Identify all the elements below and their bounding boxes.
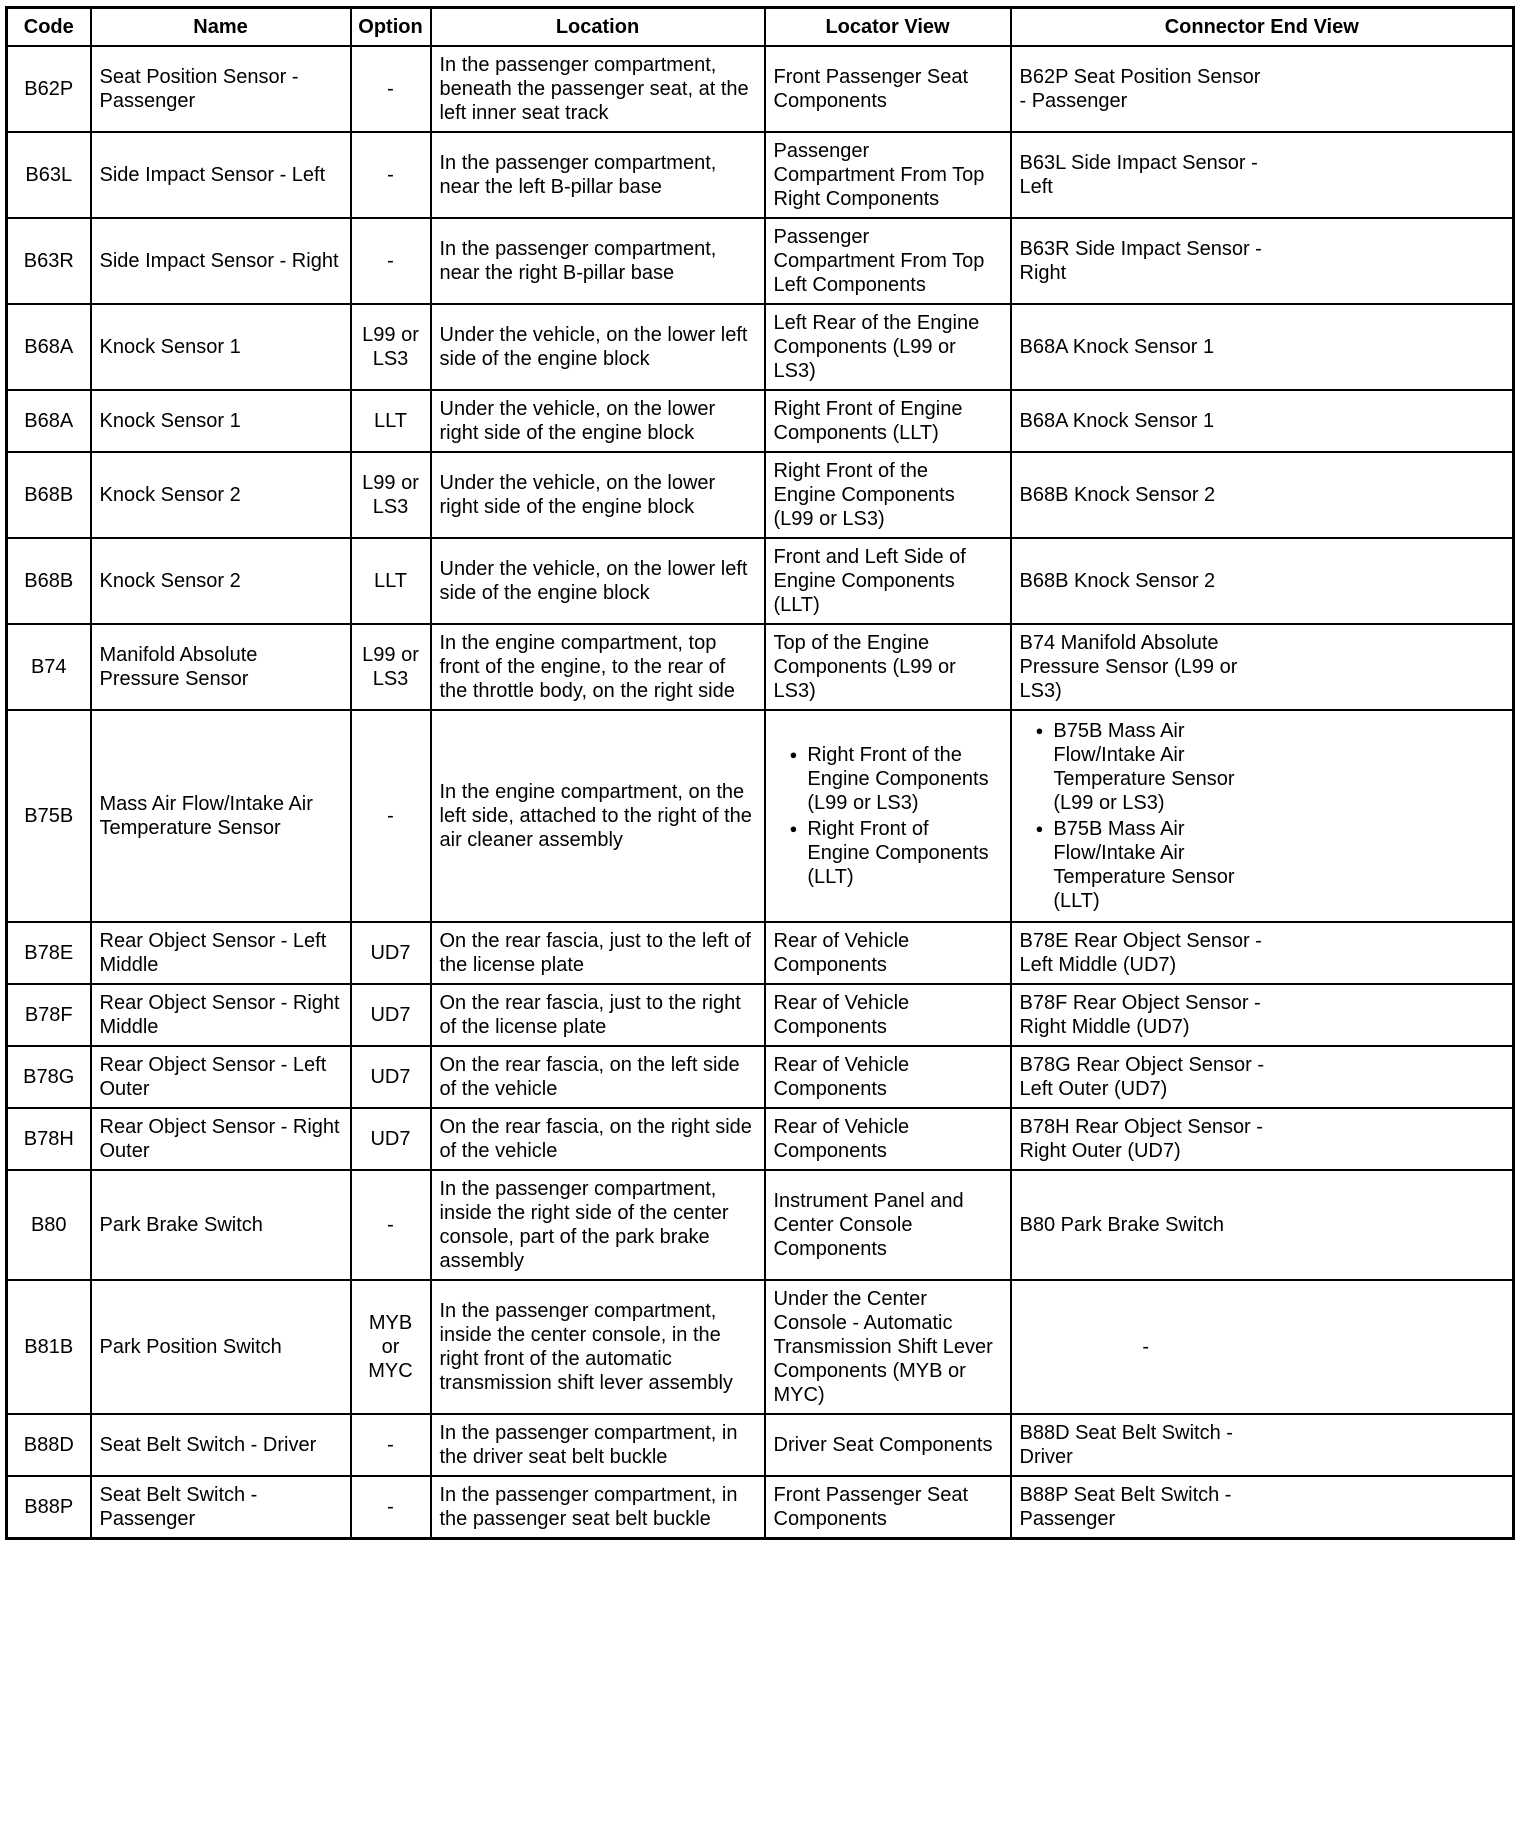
- cell-locator-view: Front and Left Side of Engine Components (LLT): [765, 538, 1011, 624]
- cell-option: -: [351, 218, 431, 304]
- cell-code: B78F: [7, 984, 91, 1046]
- table-row: [7, 984, 1514, 1046]
- bullet-icon: ●: [1035, 821, 1044, 836]
- cell-location: Under the vehicle, on the lower right side of the engine block: [431, 452, 765, 538]
- table-header: [7, 8, 1514, 47]
- cell-name: Knock Sensor 2: [91, 452, 351, 538]
- table-row: [7, 710, 1514, 922]
- cell-connector-end-view: B63R Side Impact Sensor - Right: [1011, 218, 1514, 304]
- bullet-icon: ●: [789, 821, 798, 836]
- cell-locator-view: Right Front of the Engine Components (L99 or LS3): [765, 452, 1011, 538]
- cell-connector-end-view: B68B Knock Sensor 2: [1011, 452, 1514, 538]
- table-row: [7, 1046, 1514, 1108]
- cell-code: B88D: [7, 1414, 91, 1476]
- cell-locator-view: Right Front of Engine Components (LLT): [765, 390, 1011, 452]
- table-row: [7, 1280, 1514, 1414]
- cell-name: Side Impact Sensor - Left: [91, 132, 351, 218]
- cell-option: LLT: [351, 390, 431, 452]
- table-row: [7, 922, 1514, 984]
- cell-code: B63L: [7, 132, 91, 218]
- cell-option: L99 or LS3: [351, 452, 431, 538]
- cell-locator-view: Driver Seat Components: [765, 1414, 1011, 1476]
- cell-connector-end-view: B68A Knock Sensor 1: [1011, 390, 1514, 452]
- cell-locator-view: Rear of Vehicle Components: [765, 1046, 1011, 1108]
- cell-code: B62P: [7, 46, 91, 132]
- cell-code: B68B: [7, 452, 91, 538]
- cell-code: B68A: [7, 390, 91, 452]
- cell-name: Seat Position Sensor - Passenger: [91, 46, 351, 132]
- cell-name: Knock Sensor 2: [91, 538, 351, 624]
- cell-name: Manifold Absolute Pressure Sensor: [91, 624, 351, 710]
- bullet-text: B75B Mass Air Flow/Intake Air Temperature Sensor (LLT): [1053, 818, 1235, 912]
- cell-code: B78G: [7, 1046, 91, 1108]
- cell-connector-end-view: B63L Side Impact Sensor - Left: [1011, 132, 1514, 218]
- cell-option: L99 or LS3: [351, 304, 431, 390]
- col-header-connector-end-view: Connector End View: [1011, 8, 1514, 47]
- cell-option: MYB or MYC: [351, 1280, 431, 1414]
- cell-code: B75B: [7, 710, 91, 922]
- col-header-option: Option: [351, 8, 431, 47]
- cell-option: L99 or LS3: [351, 624, 431, 710]
- cell-option: -: [351, 1476, 431, 1539]
- cell-connector-end-view: B88P Seat Belt Switch - Passenger: [1011, 1476, 1514, 1539]
- connector-locations-table: [5, 6, 1515, 1540]
- cell-option: LLT: [351, 538, 431, 624]
- bullet-list-item: [774, 743, 996, 815]
- cell-name: Rear Object Sensor - Right Outer: [91, 1108, 351, 1170]
- table-row: [7, 1414, 1514, 1476]
- bullet-text: B75B Mass Air Flow/Intake Air Temperature Sensor (L99 or LS3): [1053, 720, 1235, 814]
- cell-locator-view: Left Rear of the Engine Components (L99 or LS3): [765, 304, 1011, 390]
- cell-location: In the engine compartment, on the left side, attached to the right of the air cleaner assembly: [431, 710, 765, 922]
- bullet-icon: ●: [1035, 723, 1044, 738]
- cell-option: -: [351, 1414, 431, 1476]
- cell-option: UD7: [351, 1046, 431, 1108]
- col-header-location: Location: [431, 8, 765, 47]
- cell-locator-view: Rear of Vehicle Components: [765, 984, 1011, 1046]
- cell-locator-view: Rear of Vehicle Components: [765, 922, 1011, 984]
- cell-connector-end-view: B78G Rear Object Sensor - Left Outer (UD7): [1011, 1046, 1514, 1108]
- cell-locator-view: Rear of Vehicle Components: [765, 1108, 1011, 1170]
- cell-locator-view: Top of the Engine Components (L99 or LS3): [765, 624, 1011, 710]
- bullet-list-item: [1020, 817, 1273, 913]
- table-row: [7, 452, 1514, 538]
- col-header-code: Code: [7, 8, 91, 47]
- bullet-list-item: [774, 817, 996, 889]
- cell-name: Seat Belt Switch - Passenger: [91, 1476, 351, 1539]
- cell-connector-end-view: B78F Rear Object Sensor - Right Middle (UD7): [1011, 984, 1514, 1046]
- cell-connector-end-view: B68B Knock Sensor 2: [1011, 538, 1514, 624]
- cell-connector-end-view: B68A Knock Sensor 1: [1011, 304, 1514, 390]
- cell-option: UD7: [351, 984, 431, 1046]
- cell-connector-end-view: B78E Rear Object Sensor - Left Middle (UD7): [1011, 922, 1514, 984]
- cell-location: In the engine compartment, top front of the engine, to the rear of the throttle body, on the right side: [431, 624, 765, 710]
- cell-option: UD7: [351, 922, 431, 984]
- cell-location: On the rear fascia, on the right side of the vehicle: [431, 1108, 765, 1170]
- cell-location: In the passenger compartment, near the right B-pillar base: [431, 218, 765, 304]
- bullet-text: Right Front of Engine Components (LLT): [807, 818, 989, 888]
- cell-name: Rear Object Sensor - Left Outer: [91, 1046, 351, 1108]
- table-body: [7, 46, 1514, 1539]
- cell-option: -: [351, 46, 431, 132]
- table-row: [7, 218, 1514, 304]
- cell-name: Seat Belt Switch - Driver: [91, 1414, 351, 1476]
- cell-locator-view: Front Passenger Seat Components: [765, 1476, 1011, 1539]
- table-row: [7, 1108, 1514, 1170]
- cell-code: B81B: [7, 1280, 91, 1414]
- cell-connector-end-view: B78H Rear Object Sensor - Right Outer (UD7): [1011, 1108, 1514, 1170]
- table-row: [7, 132, 1514, 218]
- cell-locator-view: Instrument Panel and Center Console Components: [765, 1170, 1011, 1280]
- col-header-name: Name: [91, 8, 351, 47]
- table-row: [7, 1476, 1514, 1539]
- cell-name: Mass Air Flow/Intake Air Temperature Sensor: [91, 710, 351, 922]
- bullet-list-item: [1020, 719, 1273, 815]
- cell-option: -: [351, 132, 431, 218]
- cell-location: In the passenger compartment, in the driver seat belt buckle: [431, 1414, 765, 1476]
- cell-location: In the passenger compartment, beneath the passenger seat, at the left inner seat track: [431, 46, 765, 132]
- cell-option: -: [351, 1170, 431, 1280]
- bullet-icon: ●: [789, 747, 798, 762]
- cell-code: B78E: [7, 922, 91, 984]
- cell-locator-view: [765, 710, 1011, 922]
- cell-location: On the rear fascia, just to the left of the license plate: [431, 922, 765, 984]
- cell-name: Rear Object Sensor - Right Middle: [91, 984, 351, 1046]
- cell-connector-end-view: B80 Park Brake Switch: [1011, 1170, 1514, 1280]
- cell-location: On the rear fascia, on the left side of the vehicle: [431, 1046, 765, 1108]
- cell-locator-view: Under the Center Console - Automatic Transmission Shift Lever Components (MYB or MYC): [765, 1280, 1011, 1414]
- cell-locator-view: Passenger Compartment From Top Left Components: [765, 218, 1011, 304]
- cell-connector-end-view: B88D Seat Belt Switch - Driver: [1011, 1414, 1514, 1476]
- cell-connector-end-view: -: [1011, 1280, 1514, 1414]
- cell-location: In the passenger compartment, near the left B-pillar base: [431, 132, 765, 218]
- cell-locator-view: Passenger Compartment From Top Right Components: [765, 132, 1011, 218]
- cell-location: In the passenger compartment, inside the right side of the center console, part of the park brake assembly: [431, 1170, 765, 1280]
- cell-option: -: [351, 710, 431, 922]
- cell-location: In the passenger compartment, inside the center console, in the right front of the automatic transmission shift lever assembly: [431, 1280, 765, 1414]
- table-row: [7, 538, 1514, 624]
- cell-location: Under the vehicle, on the lower left side of the engine block: [431, 304, 765, 390]
- cell-connector-end-view: B74 Manifold Absolute Pressure Sensor (L99 or LS3): [1011, 624, 1514, 710]
- header-row: [7, 8, 1514, 47]
- cell-location: Under the vehicle, on the lower left side of the engine block: [431, 538, 765, 624]
- bullet-text: Right Front of the Engine Components (L99 or LS3): [807, 744, 989, 814]
- cell-name: Rear Object Sensor - Left Middle: [91, 922, 351, 984]
- cell-code: B74: [7, 624, 91, 710]
- cell-name: Knock Sensor 1: [91, 390, 351, 452]
- cell-name: Knock Sensor 1: [91, 304, 351, 390]
- cell-name: Side Impact Sensor - Right: [91, 218, 351, 304]
- table-row: [7, 1170, 1514, 1280]
- cell-location: Under the vehicle, on the lower right side of the engine block: [431, 390, 765, 452]
- cell-connector-end-view: B62P Seat Position Sensor - Passenger: [1011, 46, 1514, 132]
- cell-name: Park Brake Switch: [91, 1170, 351, 1280]
- table-row: [7, 46, 1514, 132]
- cell-code: B63R: [7, 218, 91, 304]
- cell-locator-view: Front Passenger Seat Components: [765, 46, 1011, 132]
- cell-code: B78H: [7, 1108, 91, 1170]
- cell-location: In the passenger compartment, in the passenger seat belt buckle: [431, 1476, 765, 1539]
- table-row: [7, 624, 1514, 710]
- cell-option: UD7: [351, 1108, 431, 1170]
- cell-code: B68A: [7, 304, 91, 390]
- cell-code: B68B: [7, 538, 91, 624]
- cell-location: On the rear fascia, just to the right of the license plate: [431, 984, 765, 1046]
- cell-code: B80: [7, 1170, 91, 1280]
- cell-name: Park Position Switch: [91, 1280, 351, 1414]
- cell-code: B88P: [7, 1476, 91, 1539]
- table-row: [7, 390, 1514, 452]
- table-row: [7, 304, 1514, 390]
- col-header-locator-view: Locator View: [765, 8, 1011, 47]
- cell-connector-end-view: [1011, 710, 1514, 922]
